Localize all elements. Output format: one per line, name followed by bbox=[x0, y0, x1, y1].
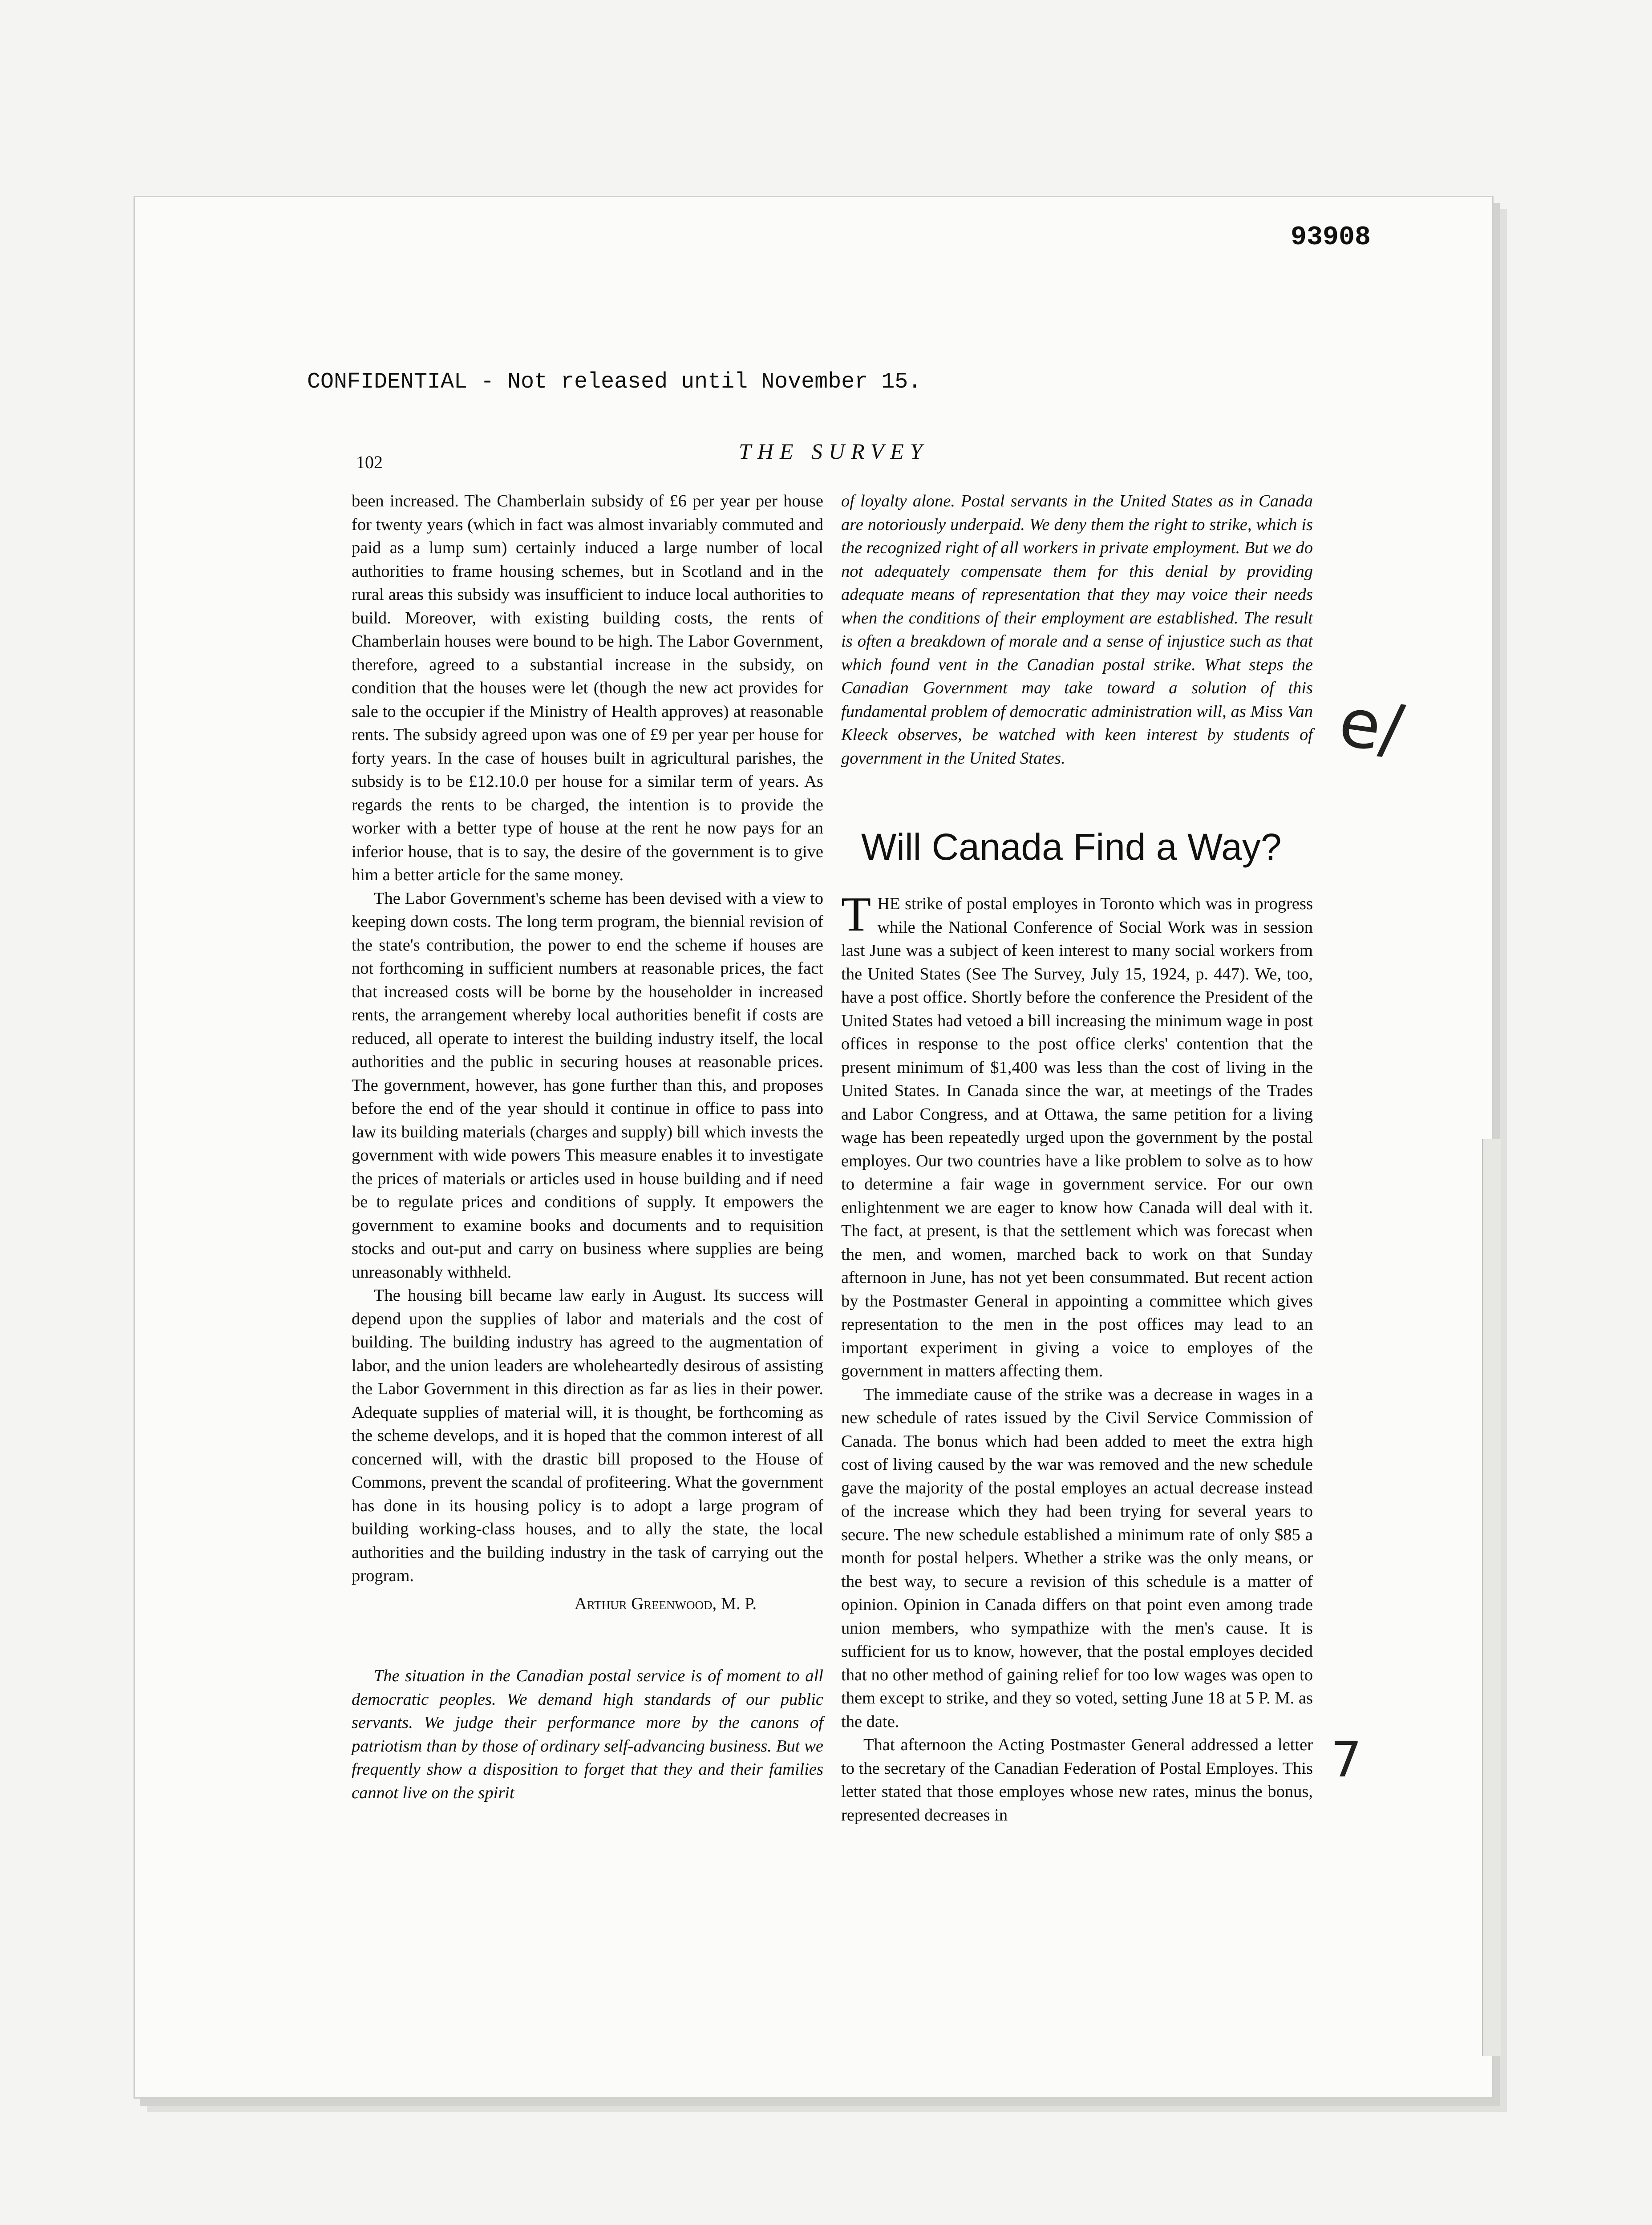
folio-number: 102 bbox=[356, 452, 383, 472]
editorial-note: The situation in the Canadian postal service is of moment to all democratic peoples. We demand high standards of our public servants. We judge their performance more by the canons of patriotism than by those of ordinary self-advancing business. But we frequently show a disposition to forget that they and their families cannot live on the spirit bbox=[352, 1667, 823, 1802]
author-byline: Arthur Greenwood, M. P. bbox=[574, 1594, 757, 1613]
sheet-edge-flap bbox=[1482, 1139, 1501, 2056]
article-body bbox=[841, 887, 1313, 1827]
running-head: THE SURVEY bbox=[739, 439, 929, 464]
article-paragraph: The immediate cause of the strike was a decrease in wages in a new schedule of rates issued by the Civil Service Commission of Canada. The bonus which had been added to meet the extra high cost of living caused by the war was removed and the new schedule gave the majority of the postal employes an actual decrease instead of the increase which they had been trying for several years to secure. The new schedule established a minimum rate of only $85 a month for postal helpers. Whether a strike was the only means, or the best way, to secure a revision of this schedule is a matter of opinion. Opinion in Canada differs on that point even among trade union members, who sympathize with the men's cause. It is sufficient for us to know, however, that the postal employes decided that no other method of gaining relief for too low wages was open to them except to strike, and they so voted, setting June 18 at 5 P. M. as the date. bbox=[841, 1385, 1313, 1731]
page-number: 93908 bbox=[1291, 222, 1371, 253]
left-paragraph: The housing bill became law early in August. Its success will depend upon the supplies of labor and materials and the cost of building. The building industry has agreed to the augmentation of labor, and the union leaders are wholeheartedly desirous of assisting the Labor Government in this direction as far as lies in their power. Adequate supplies of material will, it is thought, be forthcoming as the scheme develops, and it is hoped that the common interest of all concerned will, with the drastic bill proposed to the House of Commons, prevent the scandal of profiteering. What the government has done in its housing policy is to adopt a large program of building working-class houses, and to ally the state, the local authorities and the building industry in the task of carrying out the program. bbox=[352, 1286, 823, 1585]
article-paragraph: That afternoon the Acting Postmaster General addressed a letter to the secretary of the Canadian Federation of Postal Employes. This letter stated that those employes whose new rates, minus the bonus, represented decreases in bbox=[841, 1736, 1313, 1824]
article-title: Will Canada Find a Way? bbox=[861, 826, 1282, 868]
drop-cap: T bbox=[841, 887, 871, 941]
margin-annotation-seven: 7 bbox=[1331, 1731, 1362, 1788]
left-column bbox=[352, 490, 823, 1804]
margin-annotation-slash: e/ bbox=[1334, 683, 1409, 769]
left-paragraph: The Labor Government's scheme has been devised with a view to keeping down costs. The long term program, the biennial revision of the state's contribution, the power to end the scheme if houses are not forthcoming in sufficient numbers at reasonable prices, the fact that increased costs will be borne by the householder in increased rents, the arrangement whereby local authorities benefit if costs are reduced, all operate to interest the building industry itself, the local authorities and the public in securing houses at reasonable prices. The government, however, has gone further than this, and proposes before the end of the year should it continue in office to pass into law its building materials (charges and supply) bill which invests the government with wide powers This measure enables it to investigate the prices of materials or articles used in house building and if need be to regulate prices and conditions of supply. It empowers the government to examine books and documents and to requisition stocks and out-put and carry on business where supplies are being unreasonably withheld. bbox=[352, 889, 823, 1282]
editorial-note-continued: of loyalty alone. Postal servants in the United States as in Canada are notoriously underpaid. We deny them the right to strike, which is the recognized right of all workers in private employment. But we do not adequately compensate them for this denial by providing adequate means of representation that they may voice their needs when the conditions of their employment are established. The result is often a breakdown of morale and a sense of injustice such as that which found vent in the Canadian postal strike. What steps the Canadian Government may take toward a solution of this fundamental problem of democratic administration will, as Miss Van Kleeck observes, be watched with keen interest by students of government in the United States. bbox=[841, 492, 1313, 768]
article-paragraph: HE strike of postal employes in Toronto which was in progress while the National Conference of Social Work was in session last June was a subject of keen interest to many social workers from the United States (See The Survey, July 15, 1924, p. 447). We, too, have a post office. Shortly before the conference the President of the United States had vetoed a bill increasing the minimum wage in post offices in response to the post office clerks' contention that the present minimum of $1,400 was less than the cost of living in the United States. In Canada since the war, at meetings of the Trades and Labor Congress, and at Ottawa, the same petition for a living wage has been repeatedly urged upon the government by the postal employes. Our two countries have a like problem to solve as to how to determine a fair wage in government service. For our own enlightenment we are eager to know how Canada will deal with it. The fact, at present, is that the settlement which was forecast when the men, and women, marched back to work on that Sunday afternoon in June, has not yet been consummated. But recent action by the Postmaster General in appointing a committee which gives representation to the men in the post offices may lead to an important experiment in giving a voice to employes of the government in matters affecting them. bbox=[841, 894, 1313, 1380]
right-column bbox=[841, 490, 1313, 770]
confidential-notice: CONFIDENTIAL - Not released until November 15. bbox=[307, 369, 922, 395]
left-paragraph: been increased. The Chamberlain subsidy of £6 per year per house for twenty years (which in fact was almost invariably commuted and paid as a lump sum) certainly induced a large number of local authorities to frame housing schemes, but in Scotland and in the rural areas this subsidy was insufficient to induce local authorities to build. Moreover, with existing building costs, the rents of Chamberlain houses were bound to be high. The Labor Government, therefore, agreed to a substantial increase in the subsidy, on condition that the houses were let (though the new act provides for sale to the occupier if the Ministry of Health approves) at reasonable rents. The subsidy agreed upon was one of £9 per year per house for forty years. In the case of houses built in agricultural parishes, the subsidy is to be £12.10.0 per house for a similar term of years. As regards the rents to be charged, the intention is to provide the worker with a better type of house at the rent he now pays for an inferior house, that is to say, the desire of the government is to give him a better article for the same money. bbox=[352, 492, 823, 884]
